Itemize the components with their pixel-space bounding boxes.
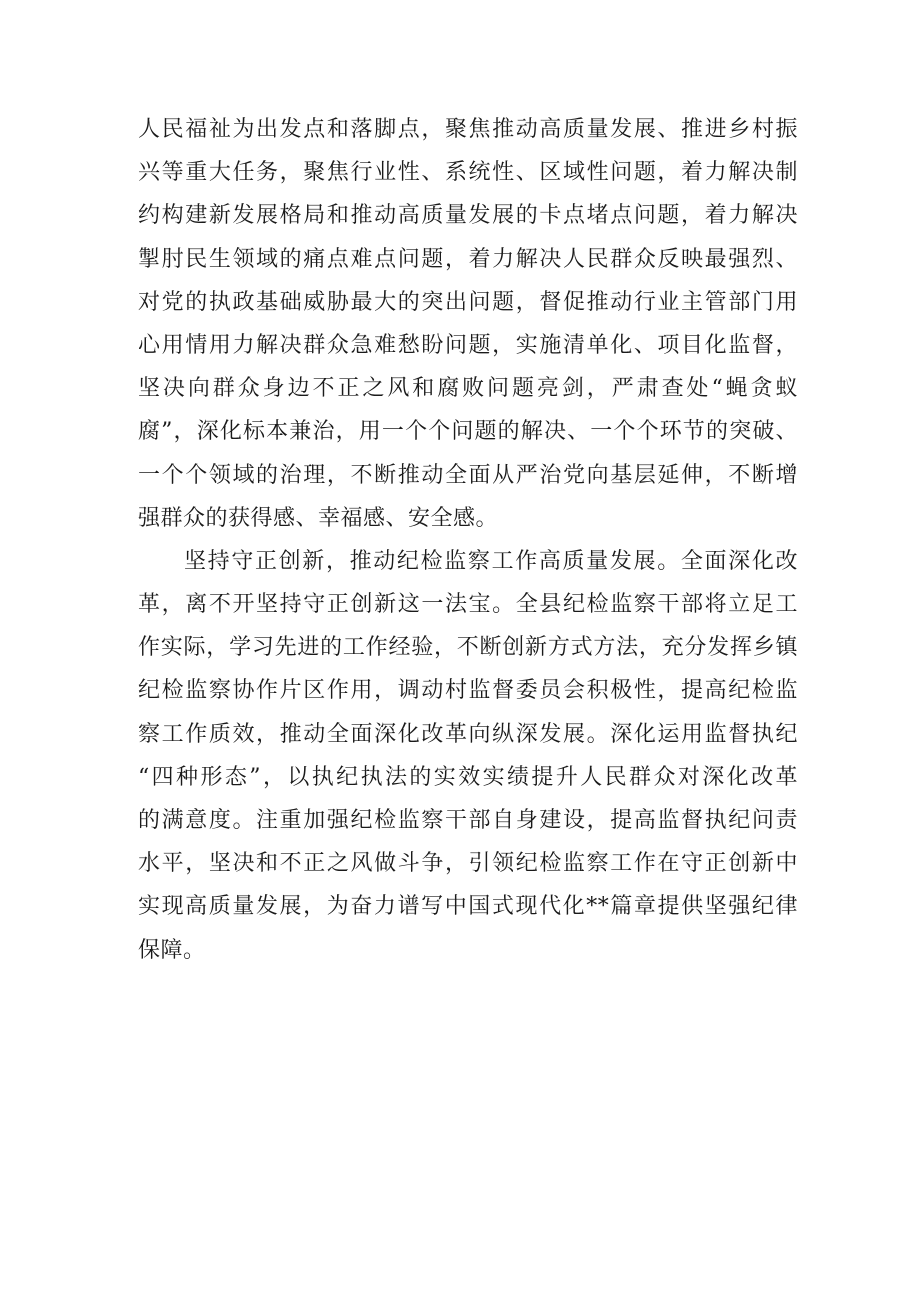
text-line: 保障。 (138, 937, 206, 963)
text-line: 人民福祉为出发点和落脚点，聚焦推动高质量发展、推进乡村振 (138, 117, 798, 142)
document-body (138, 108, 798, 972)
text-line: 水平，坚决和不正之风做斗争，引领纪检监察工作在守正创新中 (138, 851, 798, 877)
text-line: 的满意度。注重加强纪检监察干部自身建设，提高监督执纪问责 (138, 808, 798, 833)
text-line: 对党的执政基础威胁最大的突出问题，督促推动行业主管部门用 (138, 289, 798, 315)
text-line: 掣肘民生领域的痛点难点问题，着力解决人民群众反映最强烈、 (138, 246, 798, 272)
text-line: 纪检监察协作片区作用，调动村监督委员会积极性，提高纪检监 (138, 678, 798, 704)
text-line: 强群众的获得感、幸福感、安全感。 (138, 505, 499, 531)
text-line: 察工作质效，推动全面深化改革向纵深发展。深化运用监督执纪 (138, 721, 798, 747)
text-line: 实现高质量发展，为奋力谱写中国式现代化**篇章提供坚强纪律 (138, 894, 798, 920)
text-line: “四种形态”，以执纪执法的实效实绩提升人民群众对深化改革 (138, 764, 798, 790)
text-line: 腐”，深化标本兼治，用一个个问题的解决、一个个环节的突破、 (138, 419, 798, 445)
paragraph-2 (138, 540, 798, 972)
text-line: 约构建新发展格局和推动高质量发展的卡点堵点问题，着力解决 (138, 203, 798, 229)
text-line: 坚决向群众身边不正之风和腐败问题亮剑，严肃查处“蝇贪蚁 (138, 376, 798, 402)
paragraph-1 (138, 108, 798, 540)
text-line: 一个个领域的治理，不断推动全面从严治党向基层延伸，不断增 (138, 462, 798, 488)
text-line: 作实际，学习先进的工作经验，不断创新方式方法，充分发挥乡镇 (138, 635, 798, 661)
text-line: 革，离不开坚持守正创新这一法宝。全县纪检监察干部将立足工 (138, 592, 798, 618)
text-line: 兴等重大任务，聚焦行业性、系统性、区域性问题，着力解决制 (138, 160, 798, 186)
text-line: 坚持守正创新，推动纪检监察工作高质量发展。全面深化改 (184, 548, 798, 574)
text-line: 心用情用力解决群众急难愁盼问题，实施清单化、项目化监督， (138, 332, 798, 358)
